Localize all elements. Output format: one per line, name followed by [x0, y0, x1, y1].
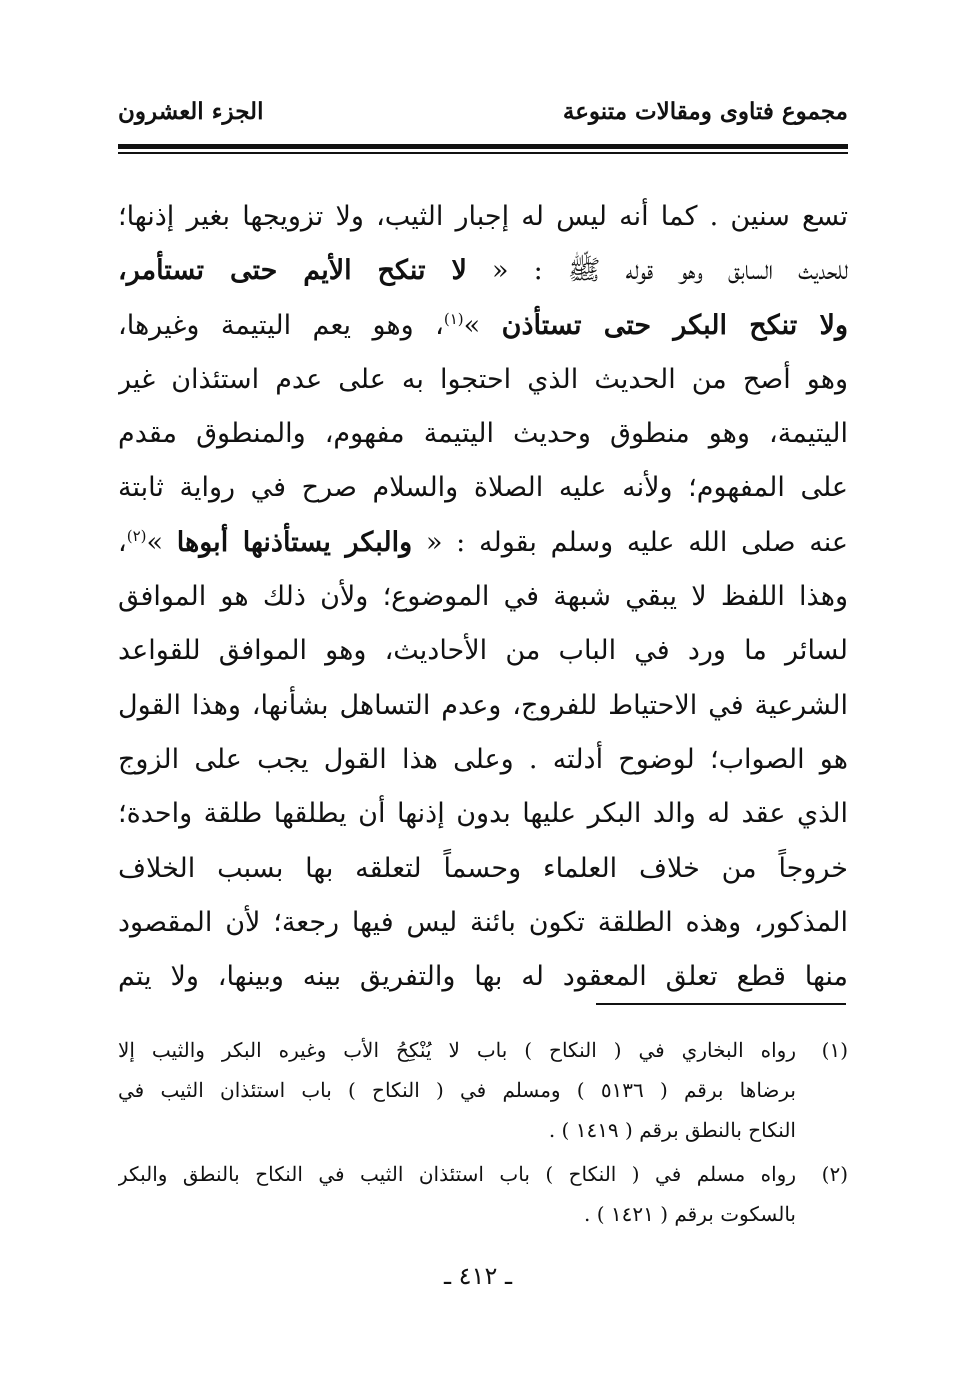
- text-line: [118, 299, 848, 353]
- footnote-line: برضاها برقم ( ٥١٣٦ ) ومسلم في ( النكاح ) باب استئذان الثيب في: [118, 1078, 796, 1102]
- footnote-number: (٢): [821, 1162, 848, 1186]
- text-line: على المفهوم؛ ولأنه عليه الصلاة والسلام صرح في رواية ثابتة: [118, 472, 848, 504]
- footnote: [118, 1030, 848, 1150]
- hadith-quote: لا تنكح الأيم حتى تستأمر،: [118, 255, 467, 287]
- text-segment: للحديث السابق وهو قوله ﷺ : «: [492, 255, 848, 287]
- footnote-ref[interactable]: (١): [443, 309, 464, 328]
- text-line: وهذا اللفظ لا يبقي شبهة في الموضوع؛ ولأن ذلك هو الموافق: [118, 581, 848, 613]
- text-line: الذي عقد له والد البكر عليها بدون إذنها أن يطلقها طلقة واحدة؛: [118, 798, 848, 830]
- footnote-line: النكاح بالنطق برقم ( ١٤١٩ ) .: [548, 1118, 796, 1142]
- text-line: تسع سنين . كما أنه ليس له إجبار الثيب، ولا تزويجها بغير إذنها؛: [118, 201, 848, 232]
- text-line: اليتيمة، وهو منطوق وحديث اليتيمة مفهوم، والمنطوق مقدم: [118, 418, 848, 450]
- hadith-quote: ولا تنكح البكر حتى تستأذن: [501, 309, 848, 341]
- footnote-separator: [596, 1003, 846, 1005]
- footnote-line: رواه البخاري في ( النكاح ) باب لا يُنْكِحُ الأب وغيره البكر والثيب إلا: [118, 1038, 796, 1062]
- quote-close: »: [146, 526, 164, 558]
- text-line: المذكور، وهذه الطلقة تكون بائنة ليس فيها رجعة؛ لأن المقصود: [118, 906, 848, 938]
- text-segment: ،: [118, 526, 127, 558]
- text-line: منها قطع تعلق المعقود له بها والتفريق بينه وبينها، ولا يتم: [118, 961, 848, 993]
- text-segment: عنه صلى الله عليه وسلم بقوله : «: [425, 526, 848, 558]
- page-number: ـ ٤١٢ ـ: [443, 1262, 512, 1290]
- footnotes: [118, 1030, 848, 1238]
- header-rule-thin: [118, 152, 848, 154]
- text-line: [118, 244, 848, 298]
- running-header: [118, 98, 848, 138]
- text-line: لسائر ما ورد في الباب من الأحاديث، وهو الموافق للقواعد: [118, 635, 848, 667]
- text-line: [118, 516, 848, 570]
- footnote-number: (١): [821, 1038, 848, 1062]
- footnote-line: بالسكوت برقم ( ١٤٢١ ) .: [584, 1202, 796, 1226]
- text-line: هو الصواب؛ لوضوح أدلته . وعلى هذا القول يجب على الزوج: [118, 743, 848, 775]
- text-line: خروجاً من خلاف العلماء وحسماً لتعلقه بها بسبب الخلاف: [118, 852, 848, 884]
- main-text: [118, 190, 848, 1004]
- quote-close: »: [463, 309, 481, 341]
- text-segment: ، وهو يعم اليتيمة وغيرها،: [118, 309, 444, 341]
- hadith-quote: والبكر يستأذنها أبوها: [176, 526, 413, 558]
- footnote: [118, 1154, 848, 1234]
- book-title: مجموع فتاوى ومقالات متنوعة: [562, 98, 848, 125]
- text-line: الشرعية في الاحتياط للفروج، وعدم التساهل بشأنها، وهذا القول: [118, 689, 848, 721]
- footnote-line: رواه مسلم في ( النكاح ) باب استئذان الثيب في النكاح بالنطق والبكر: [118, 1162, 796, 1186]
- text-line: وهو أصح من الحديث الذي احتجوا به على عدم استئذان غير: [118, 363, 848, 395]
- part-label: الجزء العشرون: [118, 98, 264, 125]
- header-rule-thick: [118, 144, 848, 149]
- footnote-ref[interactable]: (٢): [126, 526, 147, 545]
